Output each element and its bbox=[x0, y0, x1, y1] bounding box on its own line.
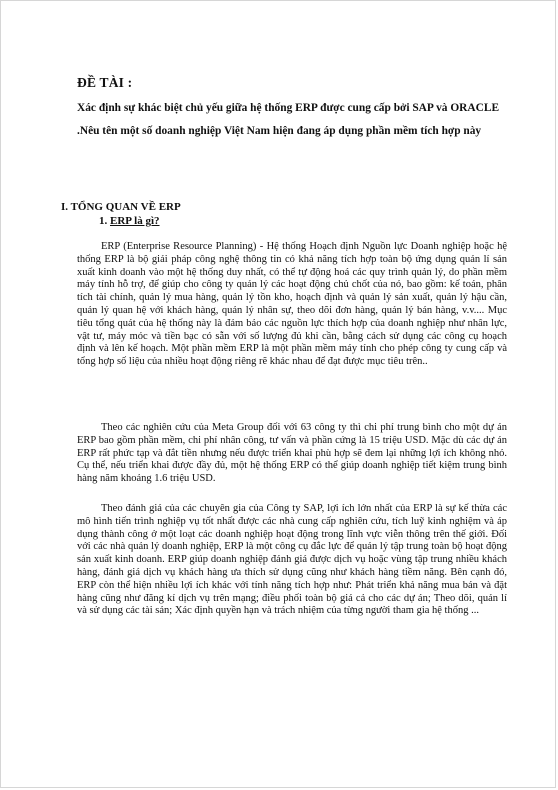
paragraph-sap-benefits: Theo đánh giá của các chuyên gia của Công ty SAP, lợi ích lớn nhất của ERP là sự kế thừa các mô hình tiến trình nghiệp vụ tốt nhất được các nhà cung cấp nghiên cứu, tích luỹ kinh nghiệm và áp dụng thành công ở một loạt các doanh nghiệp hoạt động trong lĩnh vực viễn thông trên thế giới. Đối với các nhà quản lý doanh nghiệp, ERP là một công cụ đắc lực để quản lý tập trung toàn bộ hoạt động sản xuất kinh doanh. ERP giúp doanh nghiệp đánh giá được dịch vụ hoặc vùng tập trung nhiều khách hàng, đánh giá dịch vụ khách hàng ưa thích sử dụng cũng như khách hàng tiềm năng. Bên cạnh đó, ERP còn thể hiện nhiều lợi ích khác với tính năng tích hợp như: Phát triển khả năng mua bán và đặt hàng cũng như đăng kí dịch vụ trên mạng; điều phối toàn bộ giá cả cho các dự án; Theo dõi, quản lí và sử dụng các tài sản; Xác định quyền hạn và trách nhiệm của từng người tham gia hệ thống ... bbox=[77, 503, 507, 617]
subsection-title: ERP là gì? bbox=[110, 215, 160, 227]
subsection-number: 1. bbox=[99, 215, 108, 227]
section-heading: I. TỔNG QUAN VỀ ERP bbox=[61, 201, 181, 213]
topic-label: ĐỀ TÀI : bbox=[77, 75, 133, 90]
subsection-heading bbox=[99, 215, 160, 227]
paragraph-meta-group: Theo các nghiên cứu của Meta Group đối với 63 công ty thì chi phí trung bình cho một dự án ERP bao gồm phần mềm, chi phí nhân công, tư vấn và phần cứng là 15 triệu USD. Mặc dù các dự án ERP rất phức tạp và đắt tiền nhưng nếu được triển khai phù hợp sẽ đem lại những lợi ích không nhỏ. Cụ thể, nếu triển khai được đầy đủ, một hệ thống ERP có thể giúp doanh nghiệp tiết kiệm trung bình hàng năm khoảng 1.6 triệu USD. bbox=[77, 422, 507, 485]
paragraph-erp-definition: ERP (Enterprise Resource Planning) - Hệ thống Hoạch định Nguồn lực Doanh nghiệp hoặc hệ thống ERP là bộ giải pháp công nghệ thông tin có khả năng tích hợp toàn bộ ứng dụng quản lí sản xuất kinh doanh vào một hệ thống duy nhất, có thể tự động hoá các quy trình quản lý, do phần mềm máy tính hỗ trợ, để giúp cho công ty quản lý các hoạt động chủ chốt của nó, bao gồm: kế toán, phân tích tài chính, quản lý mua hàng, quản lý tồn kho, hoạch định và quản lý sản xuất, quản lý hậu cần, quản lý quan hệ với khách hàng, quản lý nhân sự, theo dõi đơn hàng, quản lý bán hàng, v.v.... Mục tiêu tổng quát của hệ thống này là đảm bảo các nguồn lực thích hợp của doanh nghiệp như nhân lực, vật tư, máy móc và tiền bạc có sẵn với số lượng đủ khi cần, bằng cách sử dụng các công cụ hoạch định và lên kế hoạch. Một phần mềm ERP là một phần mềm máy tính cho phép công ty cung cấp và tổng hợp số liệu của nhiều hoạt động riêng rẽ khác nhau để đạt được mục tiêu trên.. bbox=[77, 241, 507, 368]
topic-title: Xác định sự khác biệt chủ yếu giữa hệ thống ERP được cung cấp bởi SAP và ORACLE .Nêu tên một số doanh nghiệp Việt Nam hiện đang áp dụng phần mềm tích hợp này bbox=[77, 102, 500, 137]
